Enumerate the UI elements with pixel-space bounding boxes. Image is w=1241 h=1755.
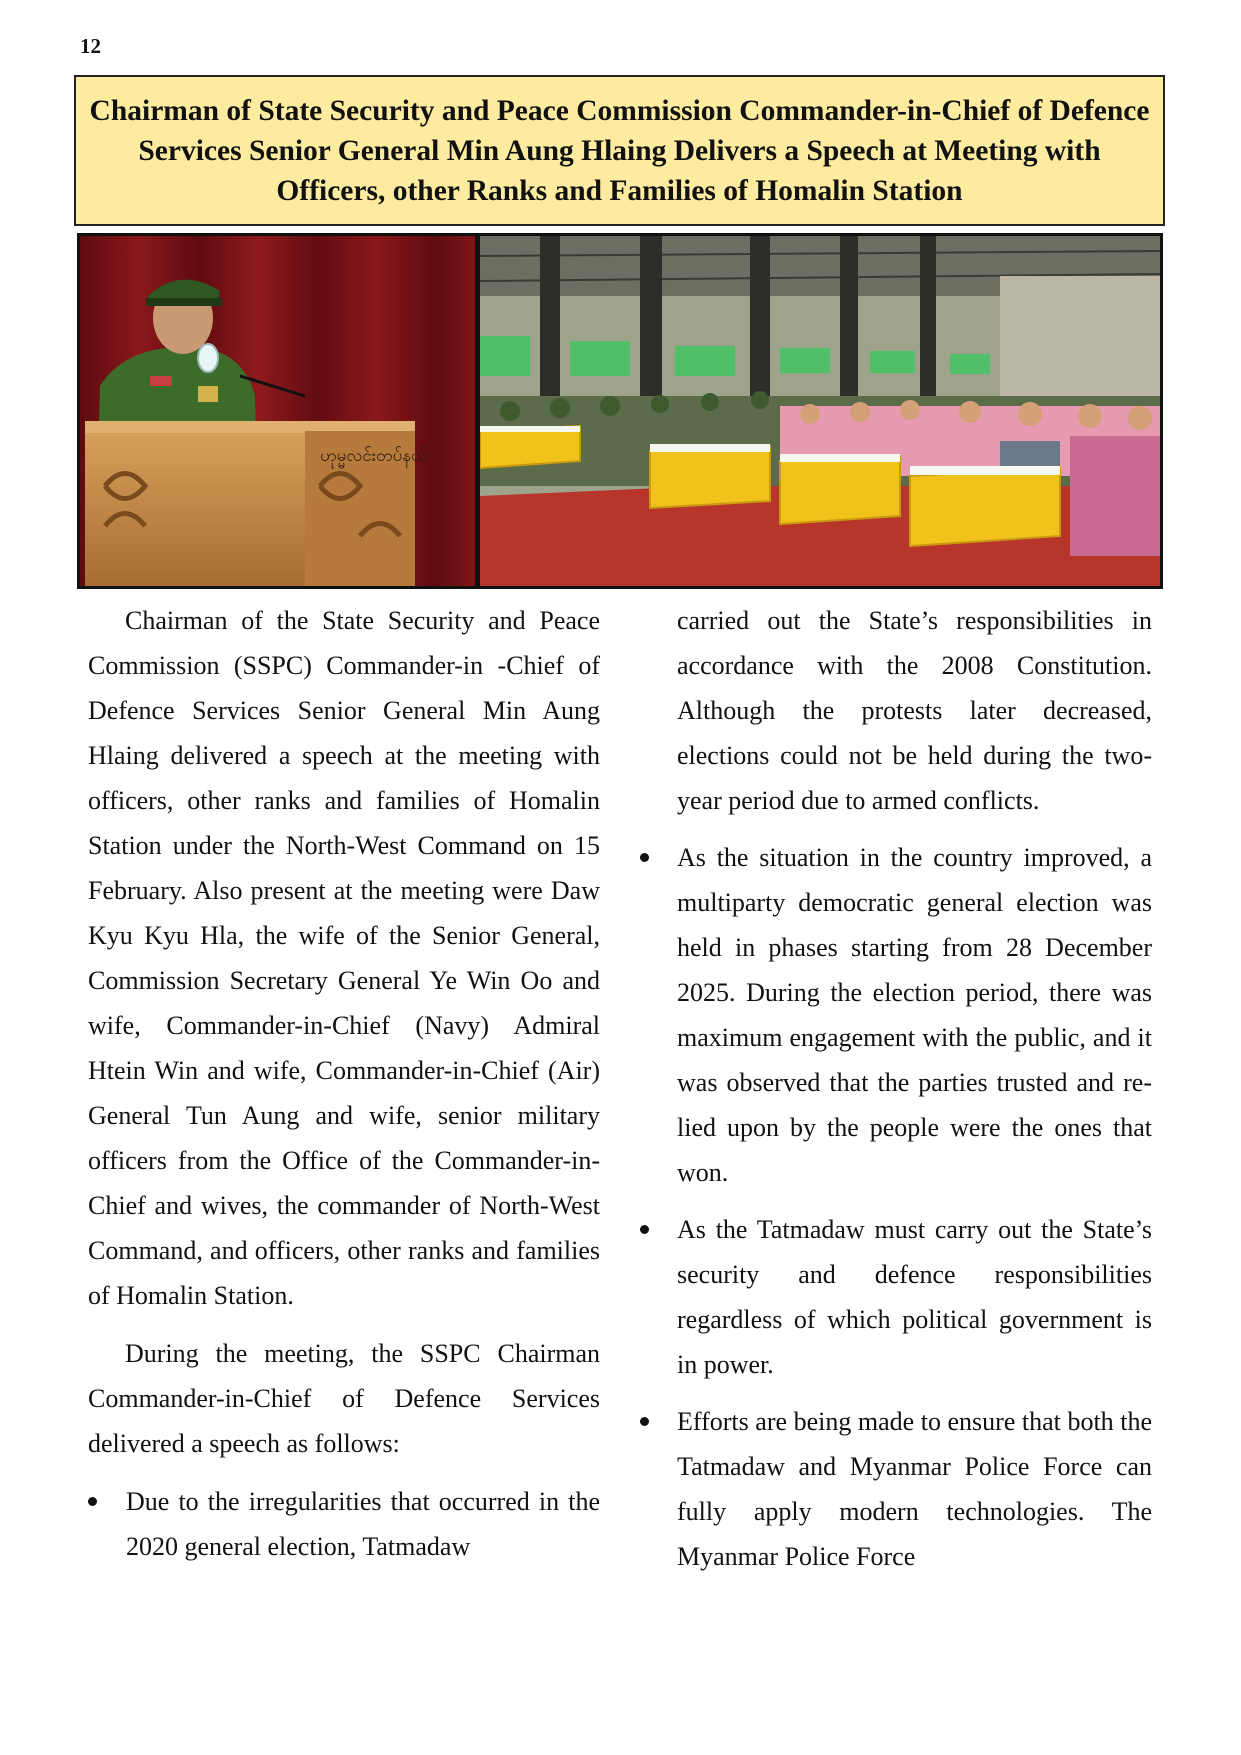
speech-bullets-left [88, 1479, 600, 1569]
audience-photo [480, 236, 1160, 586]
speech-bullet-1-text: Due to the irregularities that occurred in the 2020 general election, Tatmadaw [126, 1487, 600, 1561]
speech-bullet-2-text: As the situation in the country improved, a multiparty democratic general election was held in phases starting from 28 December 2025. During the election period, there was maximum engagement with the public, and it was observed that the parties trusted and relied upon by the people were the ones that won. [677, 843, 1152, 1187]
speech-bullet-3 [677, 1207, 1152, 1387]
speech-bullet-2 [677, 835, 1152, 1195]
speech-bullet-3-text: As the Tatmadaw must carry out the State’s security and defence responsibilities regardless of which political government is in power. [677, 1215, 1152, 1379]
speech-bullets-right [677, 835, 1152, 1579]
bullet-icon [640, 1417, 649, 1426]
article-right-column [677, 598, 1152, 1579]
headline-box [74, 75, 1165, 226]
bullet-icon [640, 853, 649, 862]
intro-paragraph: Chairman of the State Security and Peace Commission (SSPC) Commander-in -Chief of Defence Services Senior General Min Aung Hlaing delivered a speech at the meeting with officers, other ranks and families of Homalin Station under the North-West Command on 15 February. Also present at the meeting were Daw Kyu Kyu Hla, the wife of the Senior General, Commission Secretary General Ye Win Oo and wife, Commander-in-Chief (Navy) Admiral Htein Win and wife, Commander-in-Chief (Air) General Tun Aung and wife, senior military officers from the Office of the Commander-in-Chief and wives, the commander of North-West Command, and officers, other ranks and families of Homalin Station. [88, 606, 600, 1310]
podium-sign: ဟုမ္မလင်းတပ်နယ် [320, 446, 428, 466]
speech-bullet-4-text: Efforts are being made to ensure that both the Tatmadaw and Myanmar Police Force can fully apply modern technologies. The Myanmar Police Force [677, 1407, 1152, 1571]
article-left-column [88, 598, 600, 1569]
speech-bullet-4 [677, 1399, 1152, 1579]
bullet-icon [88, 1497, 97, 1506]
speaker-photo [80, 236, 475, 586]
headline: Chairman of State Security and Peace Commission Commander-in-Chief of Defence Services Senior General Min Aung Hlaing Delivers a Speech at Meeting with Officers, other Ranks and Families of Homalin Station [89, 94, 1150, 207]
speech-bullet-1-continued: carried out the State’s responsibilities in accordance with the 2008 Constitution. Although the protests later decreased, elections could not be held during the two-year period due to armed conflicts. [677, 606, 1152, 815]
audience-photo-illustration [480, 236, 1160, 586]
photo-strip [77, 233, 1163, 589]
page-number: 12 [80, 34, 101, 58]
bullet-icon [640, 1225, 649, 1234]
speech-lead-in: During the meeting, the SSPC Chairman Commander-in-Chief of Defence Services delivered a speech as follows: [88, 1339, 600, 1458]
speech-bullet-1 [126, 1479, 600, 1569]
speaker-photo-illustration [80, 236, 475, 586]
